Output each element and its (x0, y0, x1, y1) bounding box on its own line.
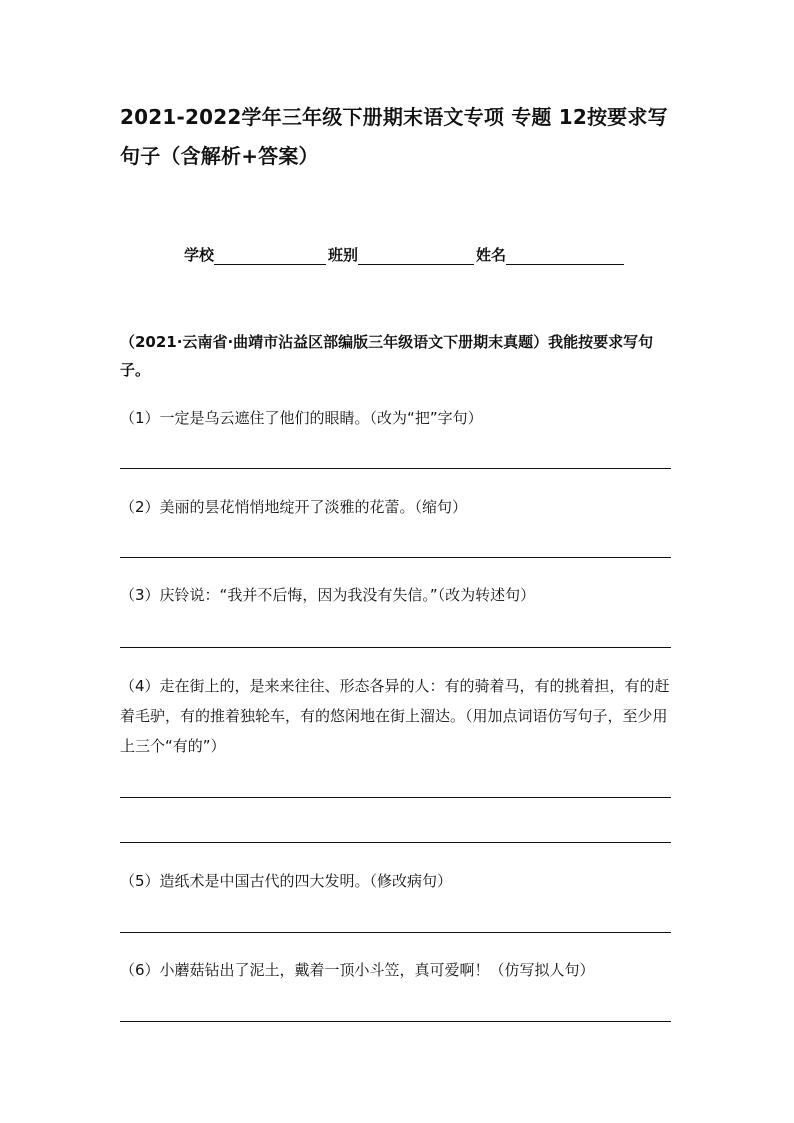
student-info-row (184, 241, 626, 265)
answer-line-6 (120, 1021, 671, 1022)
answer-line-3 (120, 647, 671, 648)
class-blank (358, 246, 474, 265)
document-title: 2021-2022学年三年级下册期末语文专项 专题 12按要求写句子（含解析+答案） (120, 105, 668, 168)
school-label: 学校 (184, 246, 215, 264)
school-blank (214, 246, 326, 265)
answer-line-4b (120, 842, 671, 843)
answer-line-1 (120, 468, 671, 469)
question-3: （3）庆铃说：“我并不后悔，因为我没有失信。”（改为转述句） (120, 586, 536, 604)
name-label: 姓名 (476, 246, 507, 264)
answer-line-4a (120, 797, 671, 798)
answer-line-2 (120, 557, 671, 558)
answer-line-5 (120, 932, 671, 933)
question-6: （6）小蘑菇钻出了泥土，戴着一顶小斗笠，真可爱啊！（仿写拟人句） (120, 961, 595, 979)
question-intro: （2021·云南省·曲靖市沾益区部编版三年级语文下册期末真题）我能按要求写句子。 (120, 333, 654, 379)
question-4: （4）走在街上的，是来来往往、形态各异的人：有的骑着马，有的挑着担，有的赶着毛驴，有的推着独轮车，有的悠闲地在街上溜达。（用加点词语仿写句子，至少用上三个“有的”） (120, 677, 670, 755)
question-1: （1）一定是乌云遮住了他们的眼睛。（改为“把”字句） (120, 409, 483, 427)
question-2: （2）美丽的昙花悄悄地绽开了淡雅的花蕾。（缩句） (120, 498, 468, 516)
name-blank (506, 246, 624, 265)
question-5: （5）造纸术是中国古代的四大发明。（修改病句） (120, 872, 453, 890)
class-label: 班别 (328, 246, 359, 264)
